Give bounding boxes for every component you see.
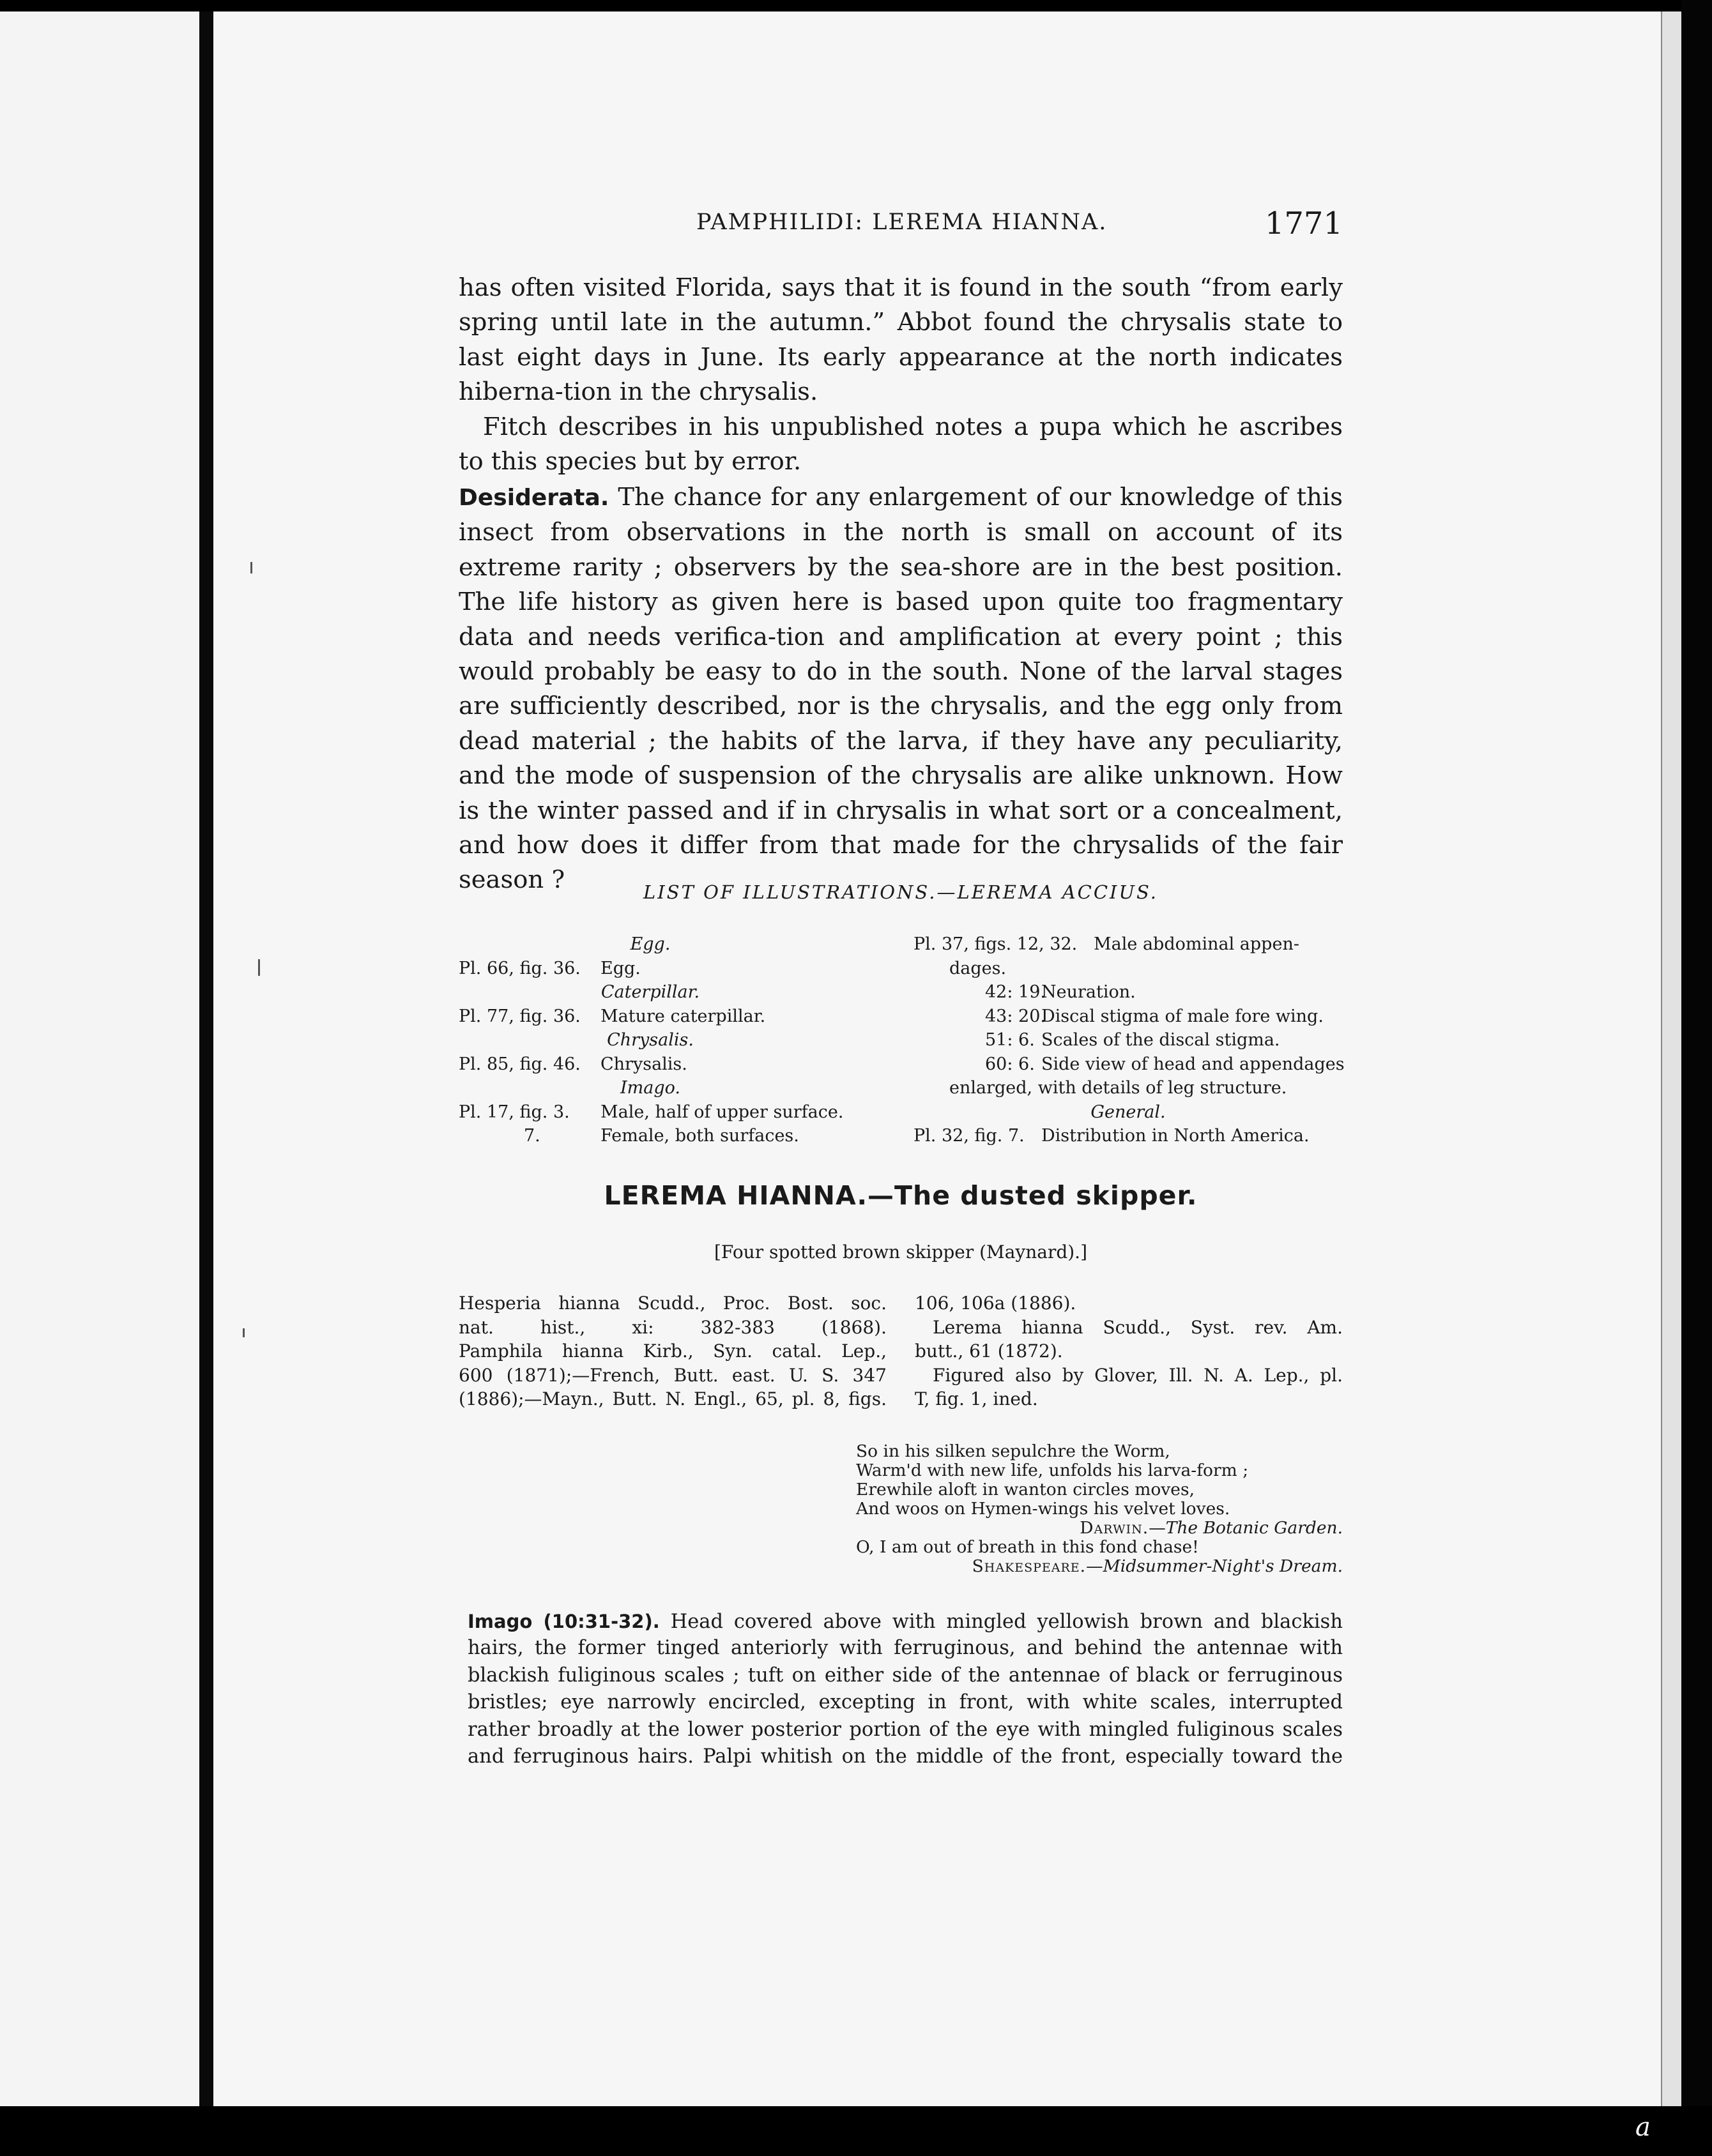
quote-attribution: Shakespeare.—Midsummer-Night's Dream. [972, 1556, 1343, 1576]
list-item: Chrysalis. [607, 1030, 694, 1050]
margin-speck [258, 959, 260, 976]
species-common-names: [Four spotted brown skipper (Maynard).] [714, 1241, 1087, 1263]
imago-line: hairs, the former tinged anteriorly with ferruginous, and behind the antennae with [468, 1637, 1343, 1660]
imago-label: Imago (10:31-32). [468, 1611, 660, 1632]
fitch-paragraph: Fitch describes in his unpublished notes a pupa which he ascribes to this species but by error. [459, 413, 1343, 476]
illustrations-right-column [913, 932, 1343, 1148]
poem-line: And woos on Hymen-wings his velvet loves. [856, 1499, 1230, 1519]
species-title: LEREMA HIANNA.—The dusted skipper. [604, 1180, 1198, 1211]
list-item: Pl. 17, fig. 3. Male, half of upper surface. [459, 1102, 844, 1122]
list-item: 43: 20. Discal stigma of male fore wing. [985, 1006, 1324, 1026]
synonymy-line: Figured also by Glover, Ill. N. A. Lep., pl. [933, 1364, 1343, 1386]
list-item: Pl. 85, fig. 46. Chrysalis. [459, 1054, 687, 1074]
poem-line: Erewhile aloft in wanton circles moves, [856, 1480, 1195, 1499]
illustrations-title: LIST OF ILLUSTRATIONS.—LEREMA ACCIUS. [643, 881, 1159, 903]
running-head: PAMPHILIDI: LEREMA HIANNA. [696, 209, 1108, 235]
imago-line: blackish fuliginous scales ; tuft on either side of the antennae of black or ferruginous [468, 1664, 1343, 1687]
running-header [459, 206, 1343, 244]
page-edge-right [1661, 11, 1683, 2108]
imago-line: Imago (10:31-32). Head covered above with mingled yellowish brown and blackish [468, 1611, 1343, 1633]
margin-speck [250, 562, 252, 573]
synonymy-line: 106, 106a (1886). [915, 1293, 1076, 1314]
list-item: Pl. 37, figs. 12, 32. Male abdominal appen- [913, 934, 1299, 954]
list-item: dages. [949, 958, 1007, 978]
intro-paragraph: has often visited Florida, says that it is found in the south “from early spring until late in the autumn.” Abbot found the chrysalis state to last eight days in June. Its early appearance at the north indicates hiberna-tion in the chrysalis. [459, 273, 1343, 407]
desiderata-paragraph: Desiderata. The chance for any enlargement of our knowledge of this insect from observations in the north is small on account of its extreme rarity ; observers by the sea-shore are in the best position. The life history as given here is based upon quite too fragmentary data and needs verifica-tion and amplification at every point ; this would probably be easy to do in the south. None of the larval stages are sufficiently described, nor is the chrysalis, and the egg only from dead material ; the habits of the larva, if they have any peculiarity, and the mode of suspension of the chrysalis are alike unknown. How is the winter passed and if in chrysalis in what sort or a concealment, and how does it differ from that made for the chrysalids of the fair season ? [459, 483, 1343, 895]
scan-border-top [0, 0, 1712, 11]
list-item: 60: 6. Side view of head and appendages [985, 1054, 1345, 1074]
quote-line: O, I am out of breath in this fond chase! [856, 1537, 1199, 1557]
list-item: Imago. [620, 1078, 680, 1098]
synonymy-line: T, fig. 1, ined. [915, 1388, 1038, 1409]
list-item: General. [1090, 1102, 1166, 1122]
page-number: 1771 [1264, 206, 1343, 241]
imago-description [468, 1608, 1343, 1770]
list-item: enlarged, with details of leg structure. [949, 1078, 1287, 1098]
facing-page-edge [0, 11, 199, 2106]
synonymy-line: Hesperia hianna Scudd., Proc. Bost. soc. [459, 1293, 887, 1314]
scan-border-bottom [0, 2106, 1712, 2156]
synonymy-line: (1886);—Mayn., Butt. N. Engl., 65, pl. 8, figs. [459, 1388, 887, 1409]
list-item: Pl. 32, fig. 7. Distribution in North America. [913, 1126, 1310, 1146]
epigraphs [856, 1442, 1343, 1576]
illustrations-left-column [459, 932, 842, 1148]
margin-speck [243, 1328, 245, 1337]
list-item: Pl. 66, fig. 36. Egg. [459, 958, 641, 978]
list-item: Pl. 77, fig. 36. Mature caterpillar. [459, 1006, 766, 1026]
synonymy-right [915, 1291, 1343, 1411]
synonymy-line: nat. hist., xi: 382-383 (1868). [459, 1316, 887, 1338]
poem-attribution: Darwin.—The Botanic Garden. [1080, 1518, 1343, 1538]
synonymy-left [459, 1291, 887, 1411]
scan-border-right [1681, 0, 1712, 2156]
list-item: Egg. [630, 934, 671, 954]
imago-line: bristles; eye narrowly encircled, excepting in front, with white scales, interrupted [468, 1691, 1343, 1714]
list-item: 42: 19. Neuration. [985, 982, 1136, 1002]
margin-mark: a [1635, 2113, 1651, 2142]
desiderata-label: Desiderata. [459, 485, 609, 511]
list-item: 51: 6. Scales of the discal stigma. [985, 1030, 1280, 1050]
synonymy-line: butt., 61 (1872). [915, 1340, 1063, 1362]
synonymy-line: Pamphila hianna Kirb., Syn. catal. Lep., [459, 1340, 887, 1362]
imago-line: rather broadly at the lower posterior portion of the eye with mingled fuliginous scales [468, 1718, 1343, 1741]
list-item: 7. Female, both surfaces. [524, 1126, 799, 1146]
synonymy-line: Lerema hianna Scudd., Syst. rev. Am. [933, 1316, 1343, 1338]
list-item: Caterpillar. [600, 982, 700, 1002]
poem-line: So in his silken sepulchre the Worm, [856, 1441, 1170, 1461]
synonymy-line: 600 (1871);—French, Butt. east. U. S. 347 [459, 1364, 887, 1386]
book-gutter [199, 11, 213, 2106]
poem-line: Warm'd with new life, unfolds his larva-form ; [856, 1461, 1249, 1480]
imago-line: and ferruginous hairs. Palpi whitish on the middle of the front, especially toward the [468, 1745, 1343, 1768]
